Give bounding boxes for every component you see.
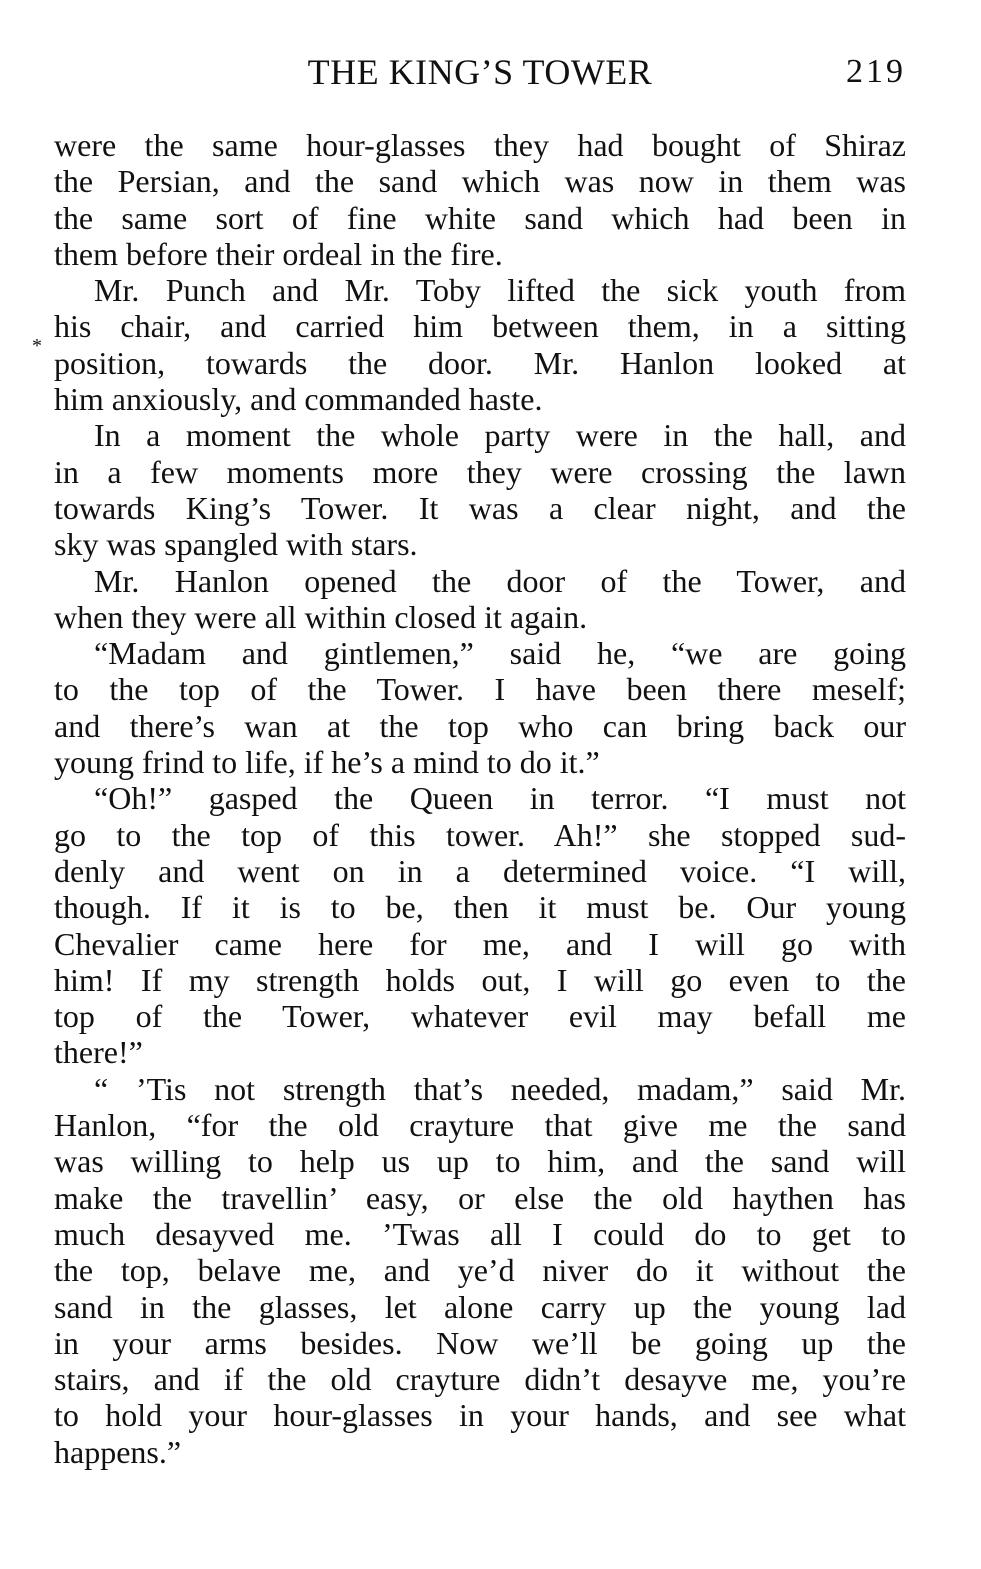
text-line: towards King’s Tower. It was a clear night, and the <box>54 489 906 526</box>
text-line: position, towards the door. Mr. Hanlon looked at <box>54 344 906 381</box>
text-line: them before their ordeal in the fire. <box>54 235 503 272</box>
text-line: stairs, and if the old crayture didn’t desayve me, you’re <box>54 1361 906 1398</box>
running-head <box>54 50 906 94</box>
text-line: the top, belave me, and ye’d niver do it without the <box>54 1252 906 1289</box>
text-line: Mr. Punch and Mr. Toby lifted the sick youth from <box>94 272 906 309</box>
text-line: him! If my strength holds out, I will go even to the <box>54 961 906 998</box>
text-line: and there’s wan at the top who can bring back our <box>54 707 906 744</box>
text-line: denly and went on in a determined voice. “I will, <box>54 852 906 889</box>
text-line: were the same hour-glasses they had bought of Shiraz <box>54 127 906 163</box>
text-line: young frind to life, if he’s a mind to do it.” <box>54 744 600 781</box>
text-line: the Persian, and the sand which was now in them was <box>54 163 906 200</box>
page-number: 219 <box>846 53 906 90</box>
text-line: to hold your hour-glasses in your hands, and see what <box>54 1397 906 1434</box>
text-line: “Madam and gintlemen,” said he, “we are going <box>94 635 906 672</box>
text-line: Hanlon, “for the old crayture that give me the sand <box>54 1107 906 1144</box>
text-line: make the travellin’ easy, or else the old haythen has <box>54 1179 906 1216</box>
margin-mark: * <box>32 335 42 357</box>
text-line: though. If it is to be, then it must be. Our young <box>54 889 906 926</box>
text-line: much desayved me. ’Twas all I could do to get to <box>54 1215 906 1252</box>
text-line: go to the top of this tower. Ah!” she stopped sud- <box>54 816 906 853</box>
text-line: him anxiously, and commanded haste. <box>54 381 543 418</box>
text-line: when they were all within closed it again. <box>54 598 588 635</box>
text-line: In a moment the whole party were in the hall, and <box>94 417 906 454</box>
text-line: top of the Tower, whatever evil may befall me <box>54 998 906 1035</box>
text-line: his chair, and carried him between them, in a sitting <box>54 308 906 345</box>
text-line: sky was spangled with stars. <box>54 526 418 563</box>
text-line: Chevalier came here for me, and I will go with <box>54 925 906 962</box>
text-line: “Oh!” gasped the Queen in terror. “I must not <box>94 780 906 817</box>
text-line: there!” <box>54 1034 143 1071</box>
text-line: was willing to help us up to him, and the sand will <box>54 1143 906 1180</box>
text-line: in your arms besides. Now we’ll be going up the <box>54 1324 906 1361</box>
text-line: sand in the glasses, let alone carry up the young lad <box>54 1288 906 1325</box>
text-line: the same sort of fine white sand which had been in <box>54 199 906 236</box>
text-line: Mr. Hanlon opened the door of the Tower, and <box>94 562 906 599</box>
text-line: in a few moments more they were crossing the lawn <box>54 453 906 490</box>
text-line: to the top of the Tower. I have been there meself; <box>54 671 906 708</box>
body-text <box>54 127 906 1470</box>
text-line: happens.” <box>54 1433 182 1470</box>
running-title: THE KING’S TOWER <box>307 52 653 92</box>
text-line: “ ’Tis not strength that’s needed, madam,” said Mr. <box>94 1070 906 1107</box>
